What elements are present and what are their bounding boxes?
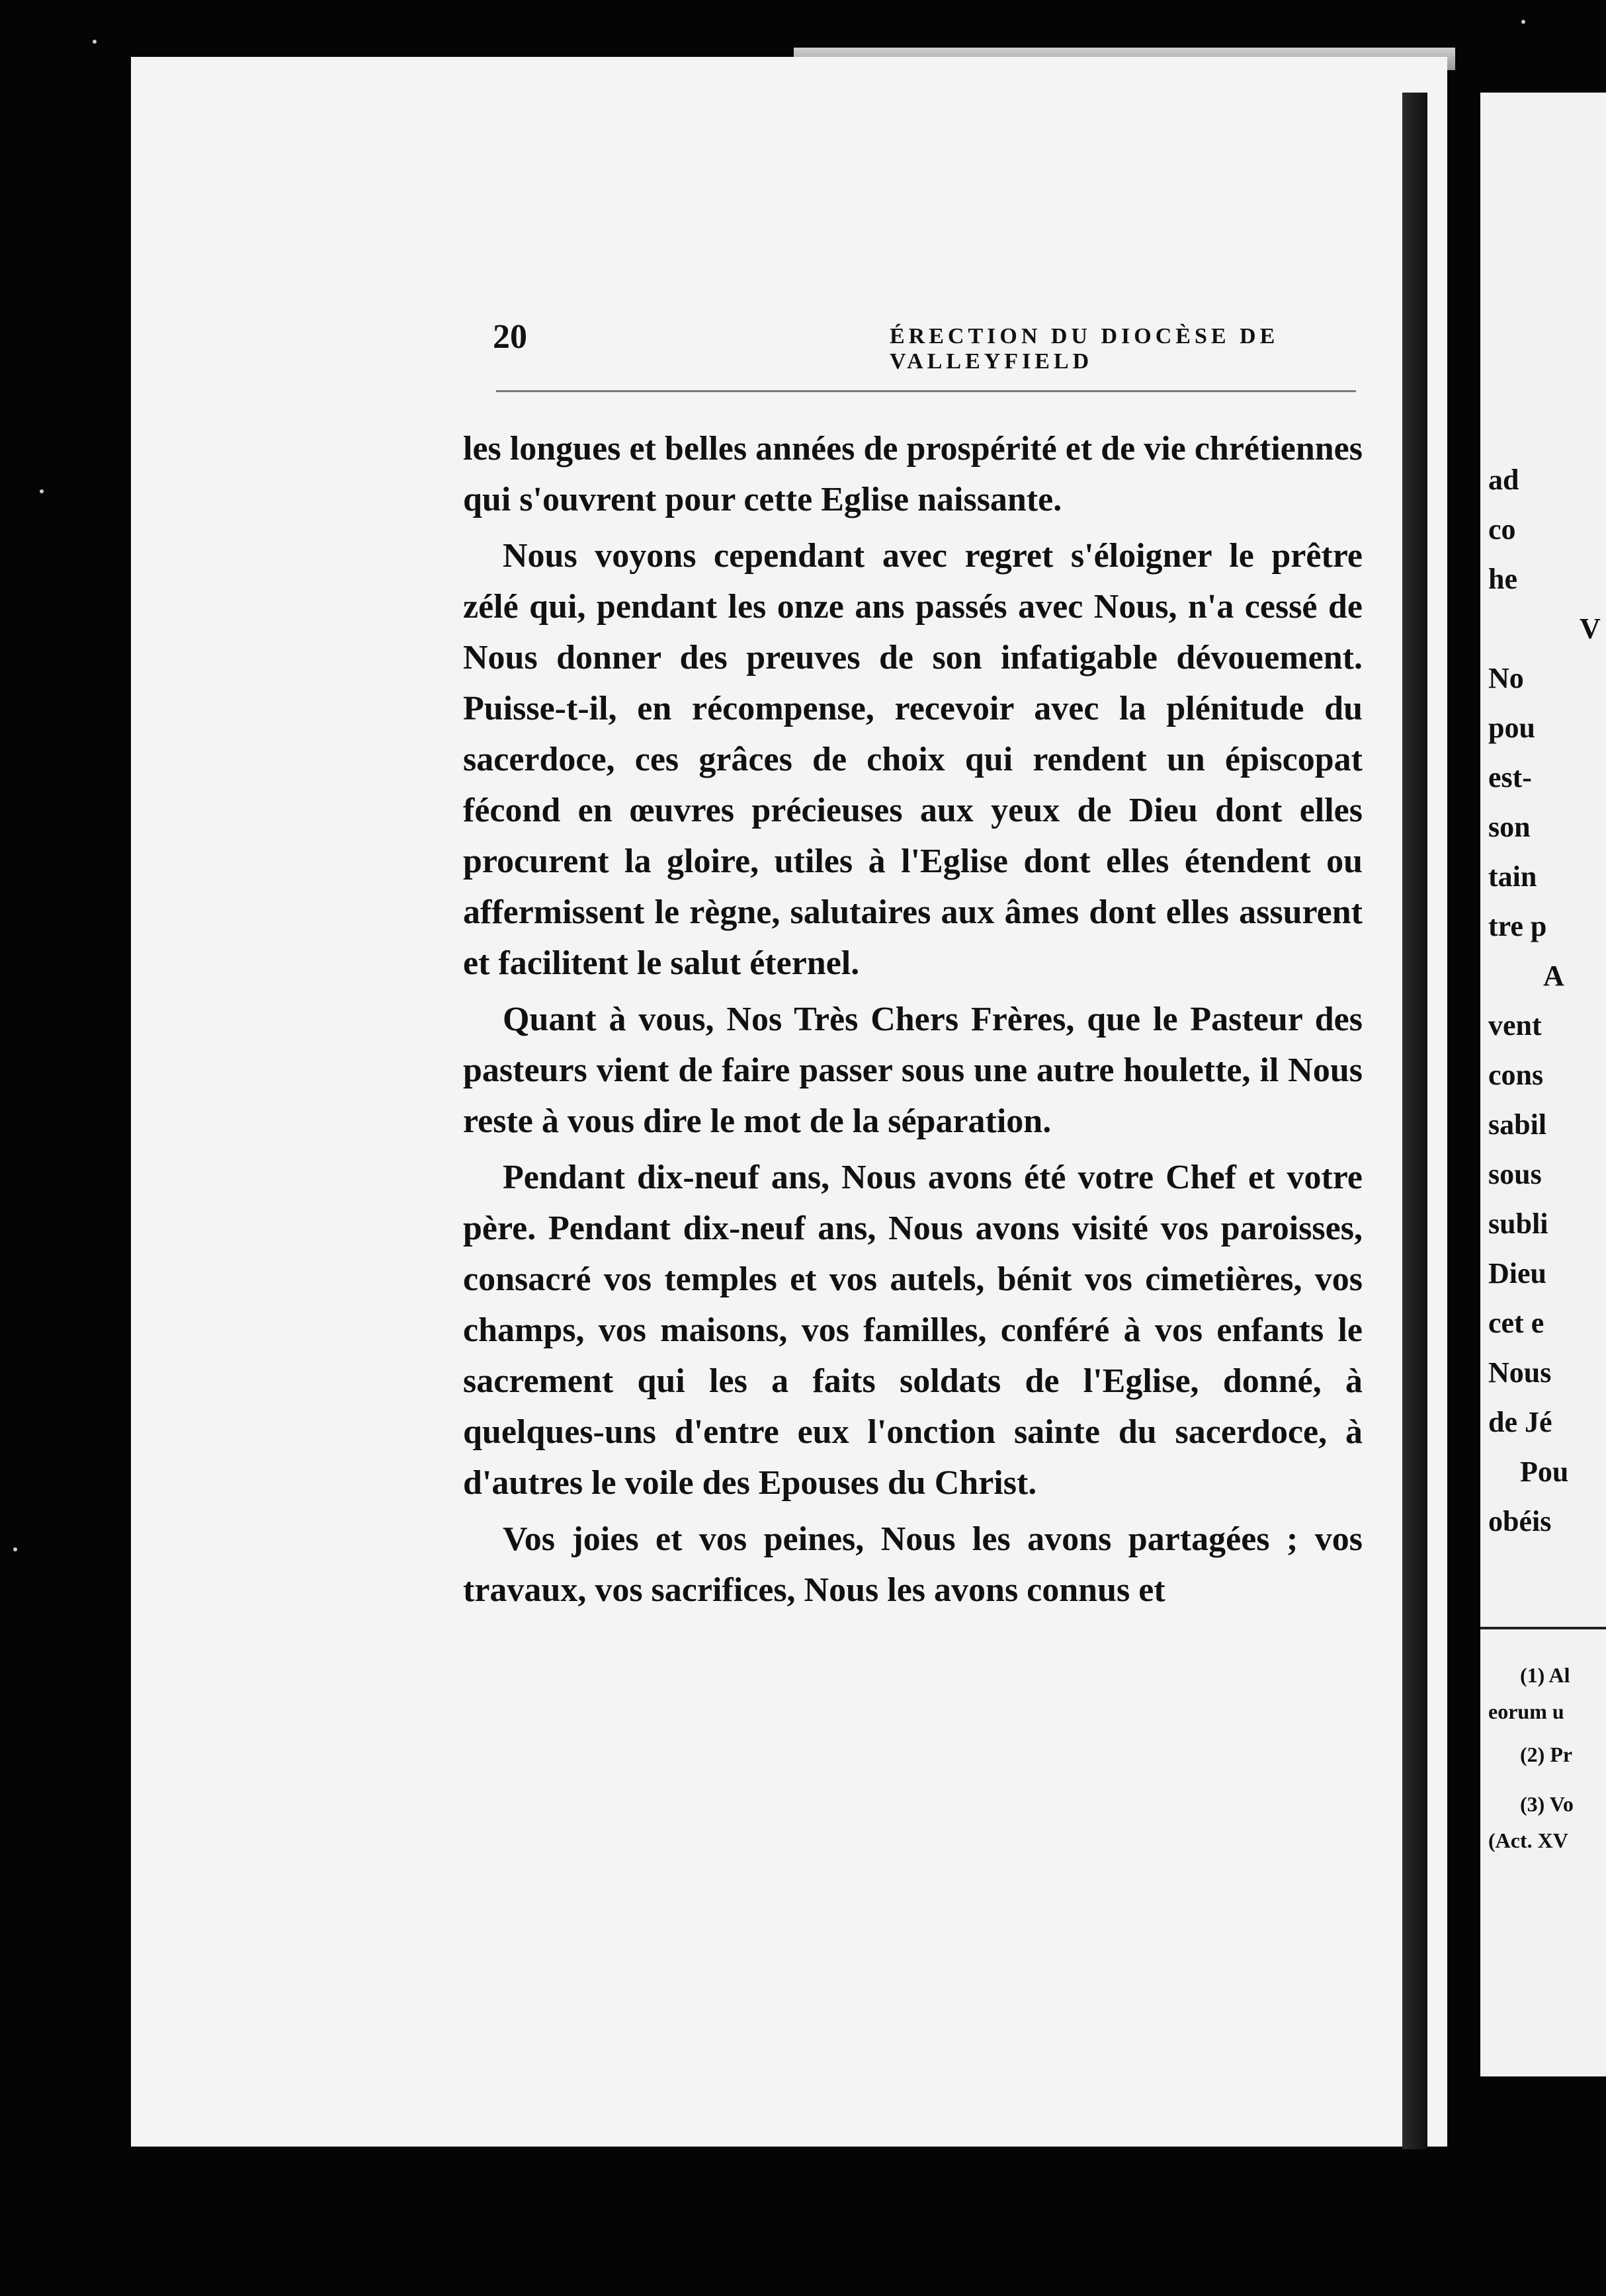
adjacent-fragment: Pou — [1520, 1456, 1569, 1488]
header-rule — [496, 390, 1356, 392]
footnote-rule — [1480, 1627, 1606, 1629]
adjacent-page — [1480, 93, 1606, 2076]
paragraph: Vos joies et vos peines, Nous les avons partagées ; vos travaux, vos sacrifices, Nous les avons connus et — [463, 1520, 1363, 1609]
page-binding-edge — [1402, 93, 1427, 2149]
adjacent-fragment: pou — [1488, 712, 1535, 744]
adjacent-footnote: (3) Vo — [1520, 1792, 1574, 1816]
adjacent-footnote: (1) Al — [1520, 1663, 1570, 1687]
paragraph: Quant à vous, Nos Très Chers Frères, que le Pasteur des pasteurs vient de faire passer sous une autre houlette, il Nous reste à vous dire le mot de la séparation. — [463, 1001, 1363, 1140]
adjacent-fragment: tain — [1488, 860, 1537, 893]
paragraph: Pendant dix-neuf ans, Nous avons été votre Chef et votre père. Pendant dix-neuf ans, Nous avons visité vos paroisses, consacré vos temples et vos autels, bénit vos cimetières, vos champs, vos maisons, vos familles, conféré à vos enfants le sacrement qui les a faits soldats de l'Eglise, donné, à quelques-uns d'entre eux l'onction sainte du sacerdoce, à d'autres le voile des Epouses du Christ. — [463, 1159, 1363, 1502]
adjacent-fragment: cons — [1488, 1059, 1544, 1091]
adjacent-fragment: cet e — [1488, 1307, 1544, 1339]
adjacent-fragment: sabil — [1488, 1108, 1547, 1141]
adjacent-fragment: V — [1580, 612, 1601, 645]
adjacent-fragment: tre p — [1488, 910, 1547, 942]
page-header — [360, 317, 1359, 374]
adjacent-footnote: eorum u — [1488, 1700, 1564, 1723]
adjacent-fragment: obéis — [1488, 1505, 1552, 1538]
page-number: 20 — [493, 318, 527, 356]
adjacent-fragment: son — [1488, 811, 1531, 843]
adjacent-footnote: (Act. XV — [1488, 1828, 1568, 1852]
adjacent-fragment: sous — [1488, 1158, 1542, 1190]
adjacent-fragment: Dieu — [1488, 1257, 1546, 1290]
adjacent-fragment: de Jé — [1488, 1406, 1552, 1438]
adjacent-fragment: ad — [1488, 464, 1519, 496]
paragraph: les longues et belles années de prospérité et de vie chrétiennes qui s'ouvrent pour cette Eglise naissante. — [463, 430, 1363, 518]
adjacent-fragment: co — [1488, 513, 1516, 546]
adjacent-fragment: he — [1488, 563, 1517, 595]
body-text — [463, 423, 1363, 1616]
adjacent-fragment: subli — [1488, 1208, 1548, 1240]
adjacent-fragment: est- — [1488, 761, 1532, 794]
adjacent-fragment: vent — [1488, 1009, 1542, 1042]
adjacent-fragment: A — [1543, 960, 1564, 992]
adjacent-fragment: No — [1488, 662, 1524, 694]
adjacent-fragment: Nous — [1488, 1356, 1552, 1389]
adjacent-footnote: (2) Pr — [1520, 1742, 1573, 1766]
paragraph: Nous voyons cependant avec regret s'éloigner le prêtre zélé qui, pendant les onze ans passés avec Nous, n'a cessé de Nous donner des preuves de son infatigable dévouement. Puisse-t-il, en récompense, recevoir avec la plénitude du sacerdoce, ces grâces de choix qui rendent un épiscopat fécond en œuvres précieuses aux yeux de Dieu dont elles procurent la gloire, utiles à l'Eglise dont elles étendent ou affermissent le règne, salutaires aux âmes dont elles assurent et facilitent le salut éternel. — [463, 537, 1363, 982]
running-head: ÉRECTION DU DIOCÈSE DE VALLEYFIELD — [890, 324, 1279, 374]
